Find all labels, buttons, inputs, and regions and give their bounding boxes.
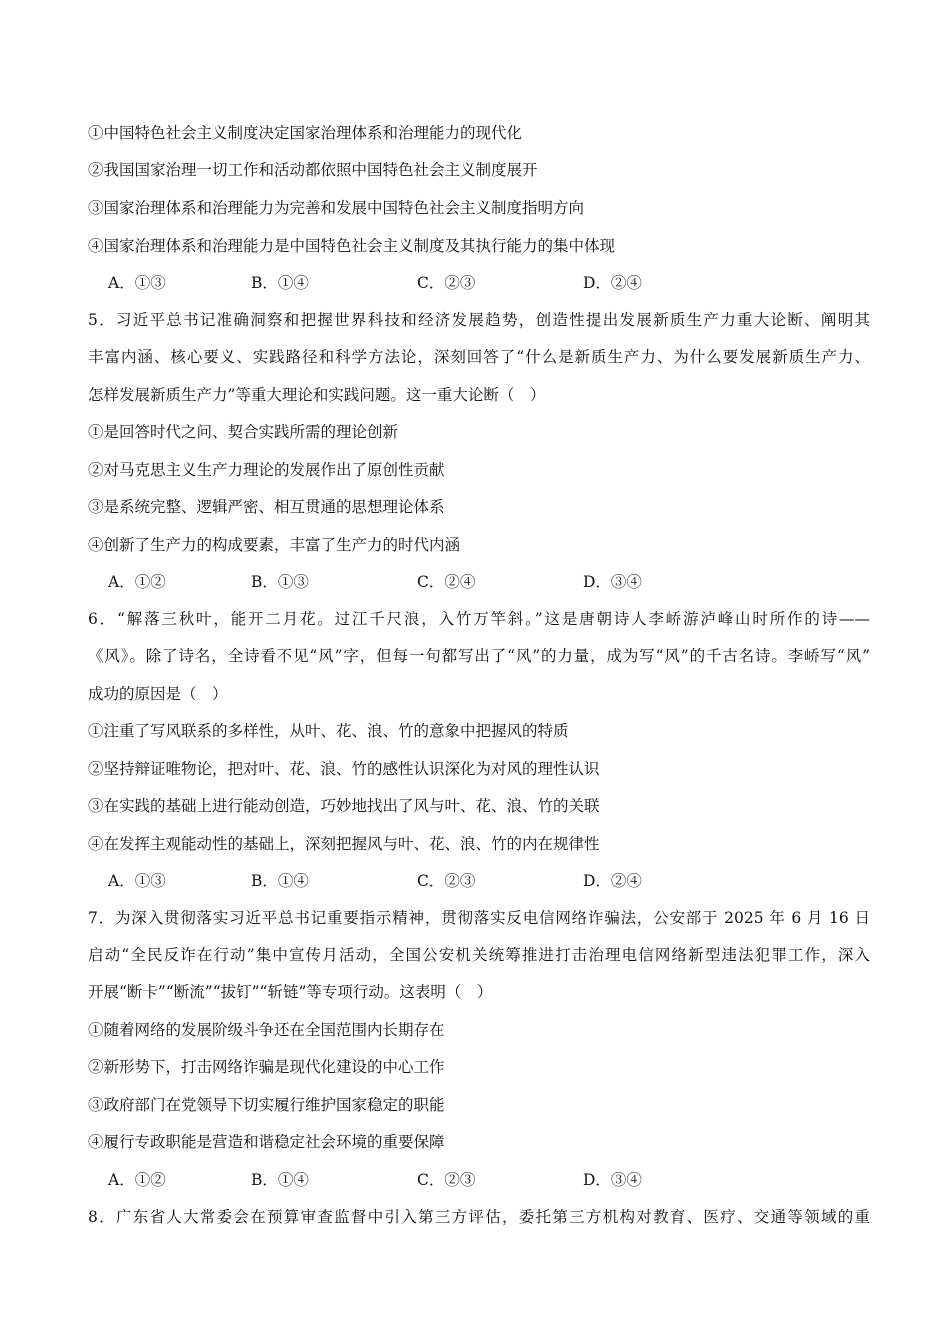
q4-option-a[interactable]: A．①③: [108, 274, 166, 292]
q7-item-4: ④履行专政职能是营造和谐稳定社会环境的重要保障: [88, 1133, 445, 1151]
q4-item-1: ①中国特色社会主义制度决定国家治理体系和治理能力的现代化: [88, 124, 523, 142]
q6-option-c[interactable]: C．②③: [417, 872, 476, 890]
q5-option-d[interactable]: D．③④: [583, 573, 642, 591]
q4-item-3: ③国家治理体系和治理能力为完善和发展中国特色社会主义制度指明方向: [88, 199, 585, 217]
q8-stem-line-1: 8．广东省人大常委会在预算审查监督中引入第三方评估，委托第三方机构对教育、医疗、交通等领域的重: [88, 1208, 870, 1226]
q5-option-b[interactable]: B．①③: [251, 573, 309, 591]
q6-item-1: ①注重了写风联系的多样性，从叶、花、浪、竹的意象中把握风的特质: [88, 722, 569, 740]
q7-item-1: ①随着网络的发展阶级斗争还在全国范围内长期存在: [88, 1021, 445, 1039]
q6-stem-line-1: 6．“解落三秋叶，能开二月花。过江千尺浪，入竹万竿斜。”这是唐朝诗人李峤游泸峰山时所作的诗——: [88, 610, 870, 628]
q7-option-c[interactable]: C．②③: [417, 1171, 476, 1189]
q6-item-4: ④在发挥主观能动性的基础上，深刻把握风与叶、花、浪、竹的内在规律性: [88, 835, 600, 853]
q6-stem-line-3: 成功的原因是（ ）: [88, 685, 228, 703]
q6-stem-line-2: 《风》。除了诗名，全诗看不见“风”字，但每一句都写出了“风”的力量，成为写“风”的千古名诗。李峤写“风”: [88, 647, 870, 665]
q7-option-a[interactable]: A．①②: [108, 1171, 166, 1189]
q7-option-d[interactable]: D．③④: [583, 1171, 642, 1189]
q5-item-2: ②对马克思主义生产力理论的发展作出了原创性贡献: [88, 461, 445, 479]
q6-item-3: ③在实践的基础上进行能动创造，巧妙地找出了风与叶、花、浪、竹的关联: [88, 797, 600, 815]
q5-option-a[interactable]: A．①②: [108, 573, 166, 591]
q5-item-4: ④创新了生产力的构成要素，丰富了生产力的时代内涵: [88, 536, 461, 554]
q5-item-1: ①是回答时代之问、契合实践所需的理论创新: [88, 423, 399, 441]
q4-option-b[interactable]: B．①④: [251, 274, 309, 292]
q6-option-b[interactable]: B．①④: [251, 872, 309, 890]
q7-stem-line-1: 7．为深入贯彻落实习近平总书记重要指示精神，贯彻落实反电信网络诈骗法，公安部于 2025 年 6 月 16 日: [88, 909, 870, 927]
q5-stem-line-2: 丰富内涵、核心要义、实践路径和科学方法论，深刻回答了“什么是新质生产力、为什么要发展新质生产力、: [88, 348, 870, 366]
q6-option-a[interactable]: A．①③: [108, 872, 166, 890]
q7-stem-line-3: 开展“断卡”“断流”“拔钉”“斩链”等专项行动。这表明（ ）: [88, 983, 493, 1001]
q7-option-b[interactable]: B．①④: [251, 1171, 309, 1189]
q4-item-2: ②我国国家治理一切工作和活动都依照中国特色社会主义制度展开: [88, 161, 538, 179]
q4-item-4: ④国家治理体系和治理能力是中国特色社会主义制度及其执行能力的集中体现: [88, 237, 616, 255]
q6-option-d[interactable]: D．②④: [583, 872, 642, 890]
q7-item-2: ②新形势下，打击网络诈骗是现代化建设的中心工作: [88, 1058, 445, 1076]
q6-item-2: ②坚持辩证唯物论，把对叶、花、浪、竹的感性认识深化为对风的理性认识: [88, 760, 600, 778]
q7-stem-line-2: 启动“全民反诈在行动”集中宣传月活动，全国公安机关统筹推进打击治理电信网络新型违法犯罪工作，深入: [88, 946, 870, 964]
q5-stem-line-1: 5．习近平总书记准确洞察和把握世界科技和经济发展趋势，创造性提出发展新质生产力重大论断、阐明其: [88, 311, 870, 329]
q7-item-3: ③政府部门在党领导下切实履行维护国家稳定的职能: [88, 1096, 445, 1114]
q4-option-d[interactable]: D．②④: [583, 274, 642, 292]
q5-option-c[interactable]: C．②④: [417, 573, 476, 591]
q4-option-c[interactable]: C．②③: [417, 274, 476, 292]
q5-item-3: ③是系统完整、逻辑严密、相互贯通的思想理论体系: [88, 498, 445, 516]
q5-stem-line-3: 怎样发展新质生产力”等重大理论和实践问题。这一重大论断（ ）: [88, 386, 546, 404]
